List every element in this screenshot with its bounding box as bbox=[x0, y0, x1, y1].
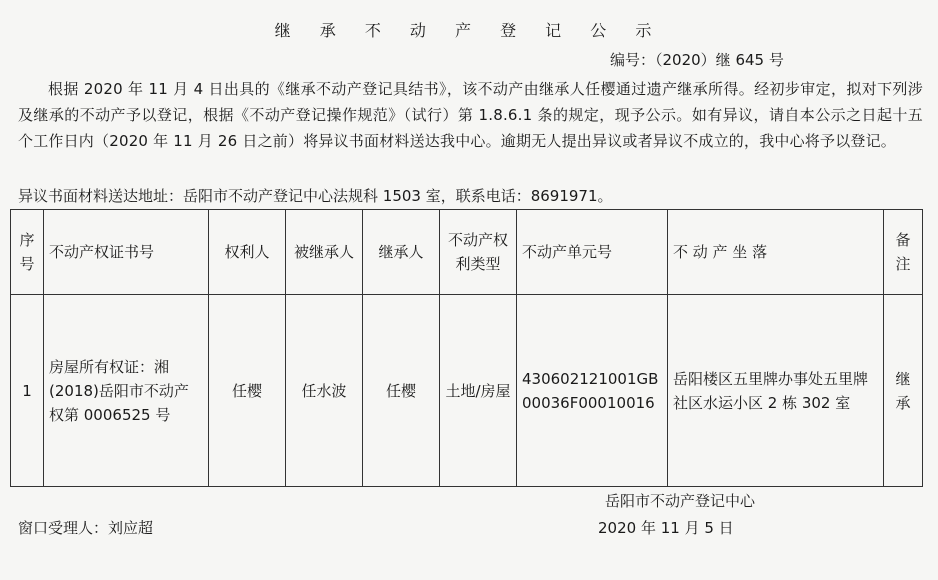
cell-right-type: 土地/房屋 bbox=[440, 295, 517, 487]
table-row bbox=[11, 295, 923, 487]
header-owner: 权利人 bbox=[209, 210, 286, 295]
issuing-organization: 岳阳市不动产登记中心 bbox=[605, 492, 756, 510]
window-clerk: 窗口受理人：刘应超 bbox=[18, 519, 154, 537]
header-cert-no: 不动产权证书号 bbox=[44, 210, 209, 295]
cell-decedent: 任水波 bbox=[286, 295, 363, 487]
header-heir: 继承人 bbox=[363, 210, 440, 295]
objection-address: 异议书面材料送达地址：岳阳市不动产登记中心法规科 1503 室，联系电话：8691971。 bbox=[18, 187, 613, 205]
header-decedent: 被继承人 bbox=[286, 210, 363, 295]
cell-location: 岳阳楼区五里牌办事处五里牌社区水运小区 2 栋 302 室 bbox=[668, 295, 884, 487]
cell-cert-no: 房屋所有权证：湘(2018)岳阳市不动产权第 0006525 号 bbox=[44, 295, 209, 487]
header-seq: 序号 bbox=[11, 210, 44, 295]
header-location: 不 动 产 坐 落 bbox=[668, 210, 884, 295]
table-header-row bbox=[11, 210, 923, 295]
document-title: 继 承 不 动 产 登 记 公 示 bbox=[274, 21, 664, 40]
cell-unit-no: 430602121001GB00036F00010016 bbox=[517, 295, 668, 487]
registration-table bbox=[10, 209, 923, 487]
cell-seq: 1 bbox=[11, 295, 44, 487]
header-unit-no: 不动产单元号 bbox=[517, 210, 668, 295]
cell-remark: 继承 bbox=[884, 295, 923, 487]
header-remark: 备注 bbox=[884, 210, 923, 295]
cell-heir: 任樱 bbox=[363, 295, 440, 487]
header-right-type: 不动产权利类型 bbox=[440, 210, 517, 295]
cell-owner: 任樱 bbox=[209, 295, 286, 487]
document-number: 编号：（2020）继 645 号 bbox=[610, 51, 784, 69]
notice-paragraph: 根据 2020 年 11 月 4 日出具的《继承不动产登记具结书》，该不动产由继承人任樱通过遗产继承所得。经初步审定，拟对下列涉及继承的不动产予以登记，根据《不动产登记操作规范》（试行）第 1.8.6.1 条的规定，现予公示。如有异议，请自本公示之日起十五个工作日内（2020 年 11 月 26 日之前）将异议书面材料送达我中心。逾期无人提出异议或者异议不成立的，我中心将予以登记。 bbox=[18, 80, 923, 150]
issue-date: 2020 年 11 月 5 日 bbox=[598, 519, 734, 537]
